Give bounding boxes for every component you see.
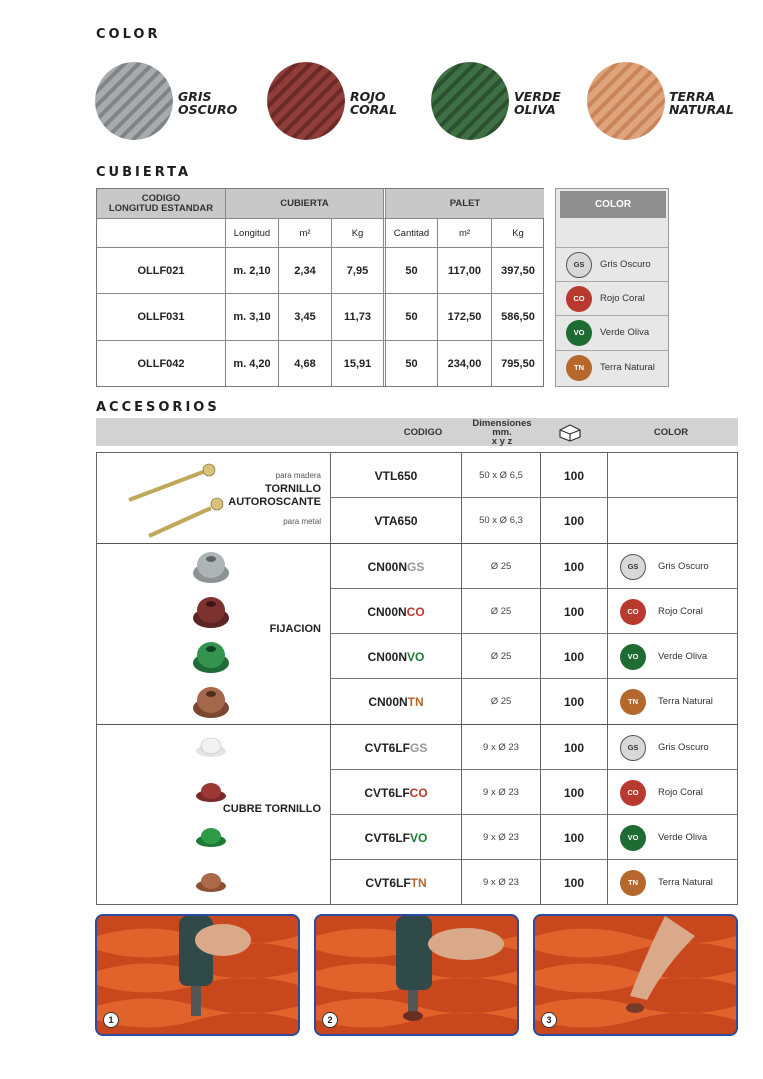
- product-code: CVT6LF CO: [330, 770, 462, 815]
- row-kg: 7,95: [346, 264, 369, 277]
- row-cantitad: 50: [405, 311, 418, 323]
- color-cell: [608, 679, 738, 724]
- product-code: CN00N GS: [330, 544, 462, 589]
- co-badge: CO: [620, 780, 646, 806]
- header-palet: PALET: [386, 189, 544, 218]
- cap-red-image: [195, 780, 227, 809]
- dimensions: 9 x Ø 23: [462, 725, 541, 770]
- subheader-m2-palet: m²: [458, 227, 471, 239]
- row-kg-palet: 795,50: [501, 357, 535, 370]
- legend-row-gs: [556, 247, 668, 281]
- gs-badge: GS: [620, 735, 646, 761]
- table-row: [330, 453, 738, 498]
- cap-terra-image: [195, 870, 227, 899]
- tn-badge: TN: [620, 870, 646, 896]
- tornillo-label: TORNILLO AUTOROSCANTE: [228, 483, 321, 508]
- color-name: Verde Oliva: [658, 651, 708, 662]
- row-code: OLLF031: [137, 311, 185, 323]
- header-cubierta: CUBIERTA: [226, 189, 383, 218]
- swatch-gris-oscuro: [95, 62, 173, 140]
- dimensions: 9 x Ø 23: [462, 815, 541, 860]
- dimensions: Ø 25: [462, 679, 541, 724]
- product-code: VTA650: [330, 498, 462, 543]
- table-row: [330, 770, 738, 815]
- color-name: Gris Oscuro: [658, 742, 709, 753]
- color-cell: [608, 589, 738, 634]
- quantity: 100: [541, 770, 608, 815]
- color-cell: [608, 725, 738, 770]
- dimensions: Ø 25: [462, 589, 541, 634]
- legend-row-co: [556, 281, 668, 315]
- table-row: [330, 589, 738, 634]
- installation-photo-1: [95, 914, 300, 1036]
- box-icon: [558, 422, 582, 447]
- accesorios-section-title: ACCESORIOS: [96, 400, 220, 415]
- color-name: Terra Natural: [658, 877, 713, 888]
- row-m2-palet: 117,00: [447, 264, 482, 277]
- tn-badge: TN: [620, 689, 646, 715]
- color-name: Terra Natural: [658, 696, 713, 707]
- cubierta-color-legend: [555, 188, 669, 387]
- legend-row-vo: [556, 315, 668, 349]
- row-m2-palet: 234,00: [447, 357, 482, 370]
- row-cantitad: 50: [405, 357, 418, 370]
- dimensions: 9 x Ø 23: [462, 770, 541, 815]
- quantity: 100: [541, 860, 608, 905]
- note-para-madera: para madera: [275, 471, 321, 480]
- table-row: [330, 860, 738, 905]
- header-codigo: CODIGO: [403, 427, 443, 438]
- vo-badge: VO: [620, 644, 646, 670]
- table-row: [330, 725, 738, 770]
- cap-gray-image: [195, 735, 227, 764]
- gs-badge: GS: [620, 554, 646, 580]
- subheader-kg-palet: Kg: [512, 227, 524, 239]
- row-longitud: m. 2,10: [233, 264, 271, 277]
- co-badge: CO: [566, 286, 592, 312]
- header-xyz: x y z: [491, 436, 513, 447]
- dimensions: 50 x Ø 6,3: [462, 498, 541, 543]
- washer-green-image: [191, 639, 231, 680]
- table-row: [330, 679, 738, 724]
- row-m2: 4,68: [294, 357, 316, 370]
- quantity: 100: [541, 544, 608, 589]
- table-row: [330, 815, 738, 860]
- swatch-rojo-coral: [267, 62, 345, 140]
- color-cell: [608, 544, 738, 589]
- quantity: 100: [541, 498, 608, 543]
- product-code: CVT6LF TN: [330, 860, 462, 905]
- swatch-label-rojo: ROJO CORAL: [350, 89, 398, 117]
- screw-image: [125, 458, 225, 547]
- fijacion-label: FIJACION: [269, 623, 321, 635]
- table-row: [330, 544, 738, 589]
- product-code: CN00N VO: [330, 634, 462, 679]
- product-code: CVT6LF VO: [330, 815, 462, 860]
- dimensions: Ø 25: [462, 634, 541, 679]
- color-name: Gris Oscuro: [658, 561, 709, 572]
- washer-gray-image: [191, 549, 231, 590]
- gs-badge: GS: [566, 252, 592, 278]
- row-m2: 3,45: [294, 311, 316, 323]
- row-m2: 2,34: [294, 264, 316, 277]
- header-mm: mm.: [492, 427, 512, 438]
- legend-label: Verde Oliva: [600, 327, 650, 338]
- swatch-verde-oliva: [431, 62, 509, 140]
- tn-badge: TN: [566, 355, 592, 381]
- row-code: OLLF021: [137, 264, 185, 277]
- quantity: 100: [541, 815, 608, 860]
- legend-row-tn: [556, 350, 668, 384]
- table-row: [330, 634, 738, 679]
- color-name: Rojo Coral: [658, 787, 703, 798]
- swatch-label-gris: GRIS OSCURO: [178, 89, 238, 117]
- header-codigo: CODIGO LONGITUD ESTANDAR: [97, 189, 225, 218]
- product-code: CN00N TN: [330, 679, 462, 724]
- color-cell: [608, 860, 738, 905]
- color-name: Verde Oliva: [658, 832, 708, 843]
- color-cell: [608, 634, 738, 679]
- step-number-3: 3: [541, 1012, 557, 1028]
- washer-terra-image: [191, 684, 231, 725]
- quantity: 100: [541, 634, 608, 679]
- row-kg-palet: 397,50: [501, 264, 535, 277]
- vo-badge: VO: [620, 825, 646, 851]
- color-cell: [608, 815, 738, 860]
- dimensions: 50 x Ø 6,5: [462, 453, 541, 498]
- accesorios-table: [96, 452, 738, 905]
- dimensions: Ø 25: [462, 544, 541, 589]
- installation-photo-3: [533, 914, 738, 1036]
- quantity: 100: [541, 589, 608, 634]
- accesorios-header: [96, 418, 738, 446]
- product-code: VTL650: [330, 453, 462, 498]
- swatch-label-terra: TERRA NATURAL: [669, 89, 734, 117]
- color-cell: [608, 770, 738, 815]
- subheader-kg: Kg: [351, 227, 364, 239]
- cap-green-image: [195, 825, 227, 854]
- header-color: COLOR: [653, 427, 689, 438]
- legend-label: Gris Oscuro: [600, 259, 651, 270]
- installation-photo-2: [314, 914, 519, 1036]
- row-code: OLLF042: [137, 357, 185, 370]
- row-cantitad: 50: [405, 264, 418, 277]
- washer-red-image: [191, 594, 231, 635]
- color-name: Rojo Coral: [658, 606, 703, 617]
- co-badge: CO: [620, 599, 646, 625]
- cubierta-section-title: CUBIERTA: [96, 165, 192, 180]
- quantity: 100: [541, 725, 608, 770]
- subheader-m2: m²: [299, 227, 311, 239]
- quantity: 100: [541, 453, 608, 498]
- color-legend-header: COLOR: [560, 191, 666, 218]
- row-kg: 15,91: [343, 357, 372, 370]
- subheader-cantitad: Cantitad: [393, 227, 430, 239]
- header-dimensiones: Dimensiones: [472, 418, 532, 429]
- product-code: CVT6LF GS: [330, 725, 462, 770]
- quantity: 100: [541, 679, 608, 724]
- cubierta-table: [96, 188, 544, 387]
- swatch-terra-natural: [587, 62, 665, 140]
- legend-label: Rojo Coral: [600, 293, 645, 304]
- row-kg: 11,73: [344, 311, 371, 323]
- color-section-title: COLOR: [96, 27, 161, 42]
- row-longitud: m. 4,20: [233, 357, 271, 370]
- swatch-label-verde: VERDE OLIVA: [514, 89, 561, 117]
- note-para-metal: para metal: [283, 517, 321, 526]
- vo-badge: VO: [566, 320, 592, 346]
- cubre-tornillo-label: CUBRE TORNILLO: [222, 803, 321, 815]
- product-code: CN00N CO: [330, 589, 462, 634]
- step-number-1: 1: [103, 1012, 119, 1028]
- subheader-longitud: Longitud: [233, 227, 271, 239]
- row-longitud: m. 3,10: [233, 311, 271, 323]
- row-m2-palet: 172,50: [447, 311, 482, 323]
- legend-label: Terra Natural: [600, 362, 655, 373]
- row-kg-palet: 586,50: [501, 311, 535, 323]
- dimensions: 9 x Ø 23: [462, 860, 541, 905]
- step-number-2: 2: [322, 1012, 338, 1028]
- table-row: [330, 498, 738, 543]
